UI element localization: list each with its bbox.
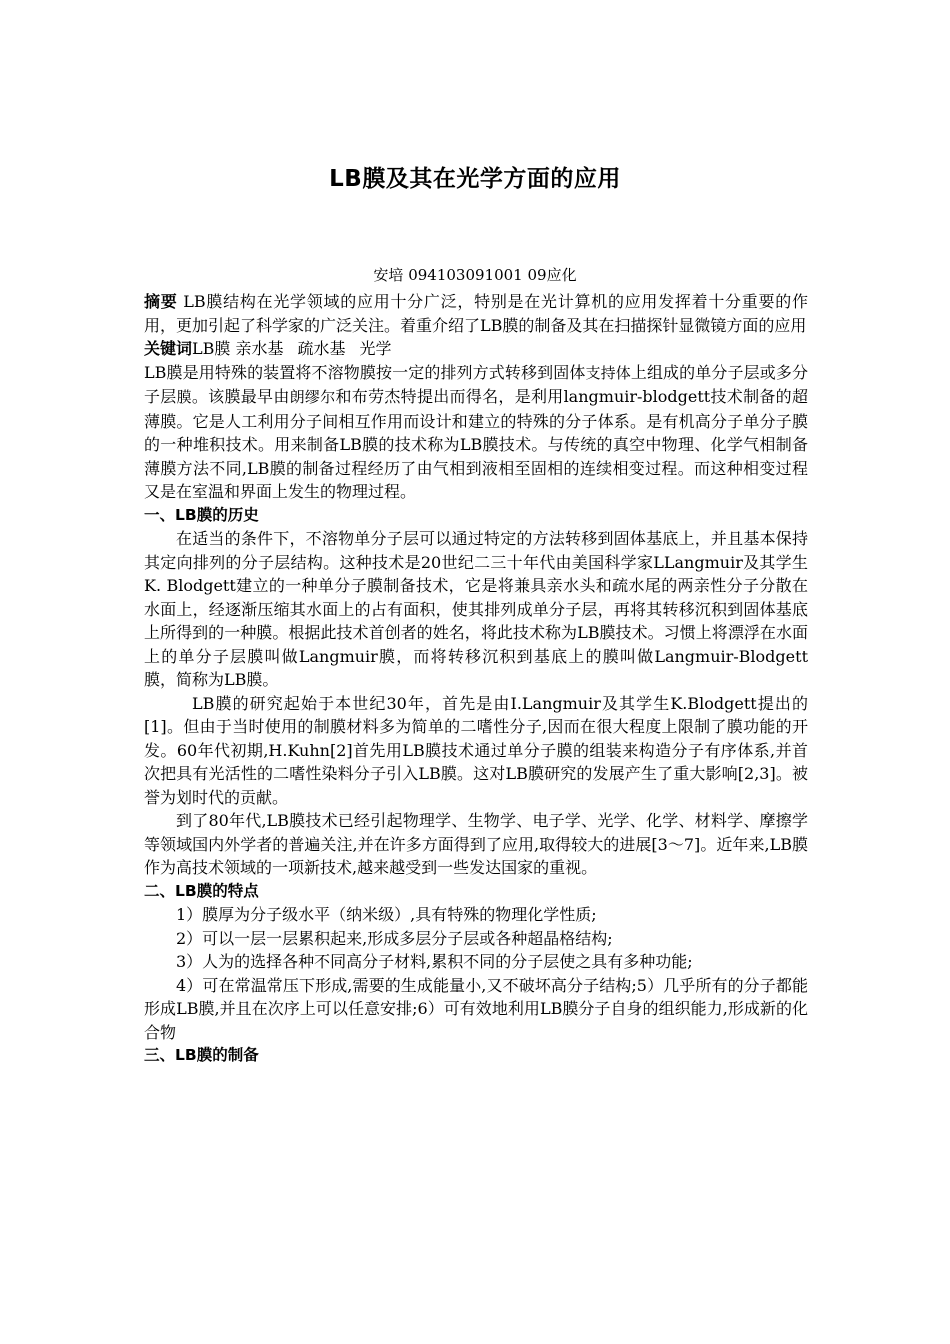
section-heading-preparation: 三、LB膜的制备 [144, 1046, 259, 1064]
feature-item: 3）人为的选择各种不同高分子材料,累积不同的分子层使之具有多种功能; [176, 952, 693, 971]
feature-item: 1）膜厚为分子级水平（纳米级）,具有特殊的物理化学性质; [176, 905, 597, 924]
keywords [144, 337, 808, 361]
author-line: 安培 094103091001 09应化 [373, 266, 577, 284]
keyword: LB膜 [192, 339, 231, 358]
abstract-label: 摘要 [144, 292, 178, 311]
history-paragraph: LB膜的研究起始于本世纪30年，首先是由I.Langmuir及其学生K.Blodgett提出的[1]。但由于当时使用的制膜材料多为简单的二嗜性分子,因而在很大程度上限制了膜功能的开发。60年代初期,H.Kuhn[2]首先用LB膜技术通过单分子膜的组装来构造分子有序体系,并首次把具有光活性的二嗜性染料分子引入LB膜。这对LB膜研究的发展产生了重大影响[2,3]。被誉为划时代的贡献。 [144, 693, 808, 807]
abstract-text: LB膜结构在光学领域的应用十分广泛，特别是在光计算机的应用发挥着十分重要的作用，更加引起了科学家的广泛关注。着重介绍了LB膜的制备及其在扫描探针显微镜方面的应用 [144, 292, 808, 335]
intro-text: 朗缪尔 [289, 388, 336, 406]
intro-paragraph [144, 361, 808, 504]
keyword: 光学 [359, 339, 392, 358]
intro-text: 和布劳杰特提出而得名，是利用langmuir-blodgett技术制备的超薄膜。它是人工利用分子间相互作用而设计和建立的特殊的分子体系。是有机高分子单分子膜的一种堆积技术。用来制备LB膜的技术称为LB膜技术。与传统的真空中物理、化学气相制备薄膜方法不同,LB膜的制备过程经历了由气相到液相至固相的连续相变过程。而这种相变过程又是在室温和界面上发生的物理过程。 [144, 387, 808, 501]
intro-text: 支持体 [585, 363, 631, 382]
keyword: 疏水基 [297, 339, 346, 358]
history-paragraph: 在适当的条件下，不溶物单分子层可以通过特定的方法转移到固体基底上，并且基本保持其定向排列的分子层结构。这种技术是20世纪二三十年代由美国科学家LLangmuir及其学生K. Blodgett建立的一种单分子膜制备技术，它是将兼具亲水头和疏水尾的两亲性分子分散在水面上，经逐渐压缩其水面上的占有面积，使其排列成单分子层，再将其转移沉积到固体基底上所得到的一种膜。根据此技术首创者的姓名，将此技术称为LB膜技术。习惯上将漂浮在水面上的单分子层膜叫做Langmuir膜，而将转移沉积到基底上的膜叫做Langmuir-Blodgett膜，简称为LB膜。 [144, 529, 808, 689]
intro-text: LB膜是用特殊的装置将不溶物膜按一定的排列方式转移到固体 [144, 362, 586, 382]
keyword: 亲水基 [235, 339, 284, 358]
section-heading-history: 一、LB膜的历史 [144, 505, 259, 524]
history-paragraph: 到了80年代,LB膜技术已经引起物理学、生物学、电子学、光学、化学、材料学、摩擦学等领域国内外学者的普遍关注,并在许多方面得到了应用,取得较大的进展[3～7]。近年来,LB膜作为高技术领域的一项新技术,越来越受到一些发达国家的重视。 [144, 811, 808, 877]
keywords-label: 关键词 [144, 339, 193, 358]
abstract [144, 290, 808, 337]
intro-text: 膜 [176, 388, 192, 406]
feature-item: 4）可在常温常压下形成,需要的生成能量小,又不破坏高分子结构;5）几乎所有的分子都能形成LB膜,并且在次序上可以任意安排;6）可有效地利用LB膜分子自身的组织能力,形成新的化合物 [144, 975, 808, 1042]
document-body [144, 290, 808, 1068]
document-title: LB膜及其在光学方面的应用 [329, 166, 621, 192]
feature-item: 2）可以一层一层累积起来,形成多层分子层或各种超晶格结构; [176, 928, 613, 948]
intro-text: 。该膜最早由 [191, 387, 290, 406]
section-heading-features: 二、LB膜的特点 [144, 881, 259, 900]
intro-text: 上组成的单分子层或多分子层 [144, 362, 808, 406]
